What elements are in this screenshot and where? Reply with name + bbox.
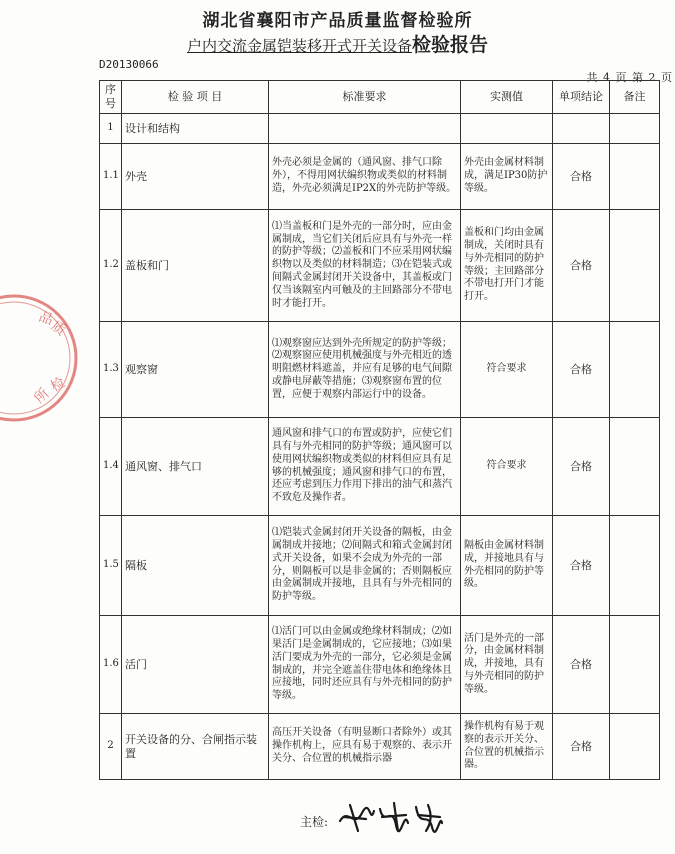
row-measured: 盖板和门均由金属制成，关闭时具有与外壳相同的防护等级；主回路部分不带电打开门才能打开。 xyxy=(461,210,553,322)
header-item: 检 验 项 目 xyxy=(122,81,269,114)
row-no: 1 xyxy=(100,114,122,144)
table-row xyxy=(100,516,660,616)
stamp-seal-icon xyxy=(0,288,84,428)
row-measured: 符合要求 xyxy=(461,322,553,418)
table-row xyxy=(100,114,660,144)
table-row xyxy=(100,144,660,210)
chief-inspector xyxy=(300,813,328,830)
row-no: 1.5 xyxy=(100,516,122,616)
table-row xyxy=(100,322,660,418)
row-measured: 符合要求 xyxy=(461,418,553,516)
row-item: 隔板 xyxy=(122,516,269,616)
report-type: 检验报告 xyxy=(412,34,489,56)
row-remark xyxy=(610,322,660,418)
row-measured: 活门是外壳的一部分，由金属材料制成，并接地，具有与外壳相同的防护等级。 xyxy=(461,616,553,714)
table-header-row xyxy=(100,81,660,114)
institute-title: 湖北省襄阳市产品质量监督检验所 xyxy=(202,11,473,31)
row-result: 合格 xyxy=(553,322,610,418)
table-row xyxy=(100,418,660,516)
row-remark xyxy=(610,114,660,144)
row-result: 合格 xyxy=(553,418,610,516)
row-remark xyxy=(610,418,660,516)
row-standard: 通风窗和排气口的布置或防护，应使它们具有与外壳相同的防护等级；通风窗可以使用网状编织物或类似的材料但应具有足够的机械强度；通风窗和排气口的布置，还应考虑到压力作用下排出的油气和蒸汽不致危及操作者。 xyxy=(269,418,461,516)
row-remark xyxy=(610,714,660,780)
svg-text:质: 质 xyxy=(47,318,69,340)
row-measured: 外壳由金属材料制成，满足IP30防护等级。 xyxy=(461,144,553,210)
row-no: 1.3 xyxy=(100,322,122,418)
row-standard: ⑴观察窗应达到外壳所规定的防护等级；⑵观察窗应使用机械强度与外壳相近的透明阻燃材料遮盖，并应有足够的电气间隙或静电屏蔽等措施；⑶观察窗布置的位置，应便于观察内部运行中的设备。 xyxy=(269,322,461,418)
row-result: 合格 xyxy=(553,210,610,322)
row-remark xyxy=(610,516,660,616)
row-measured xyxy=(461,114,553,144)
row-no: 1.2 xyxy=(100,210,122,322)
svg-text:检: 检 xyxy=(48,374,69,396)
inspection-stamp xyxy=(0,288,84,432)
inspection-table xyxy=(99,80,660,780)
row-standard: 外壳必须是金属的（通风窗、排气口除外），不得用网状编织物或类似的材料制造，外壳必须满足IP2X的外壳防护等级。 xyxy=(269,144,461,210)
row-standard: 高压开关设备（有明显断口者除外）或其操作机构上，应具有易于观察的、表示开关分、合位置的机械指示器 xyxy=(269,714,461,780)
row-result xyxy=(553,114,610,144)
row-measured: 隔板由金属材料制成，并接地具有与外壳相同的防护等级。 xyxy=(461,516,553,616)
chief-label: 主检: xyxy=(300,815,329,829)
header-result: 单项结论 xyxy=(553,81,610,114)
header-no: 序号 xyxy=(100,81,122,114)
svg-text:所: 所 xyxy=(31,385,53,407)
row-no: 1.1 xyxy=(100,144,122,210)
table-row xyxy=(100,616,660,714)
report-subtitle xyxy=(0,30,675,57)
row-measured: 操作机构有易于观察的表示开关分、合位置的机械指示器。 xyxy=(461,714,553,780)
row-item: 观察窗 xyxy=(122,322,269,418)
row-no: 2 xyxy=(100,714,122,780)
header-standard: 标准要求 xyxy=(269,81,461,114)
page-info: 共 4 页 第 2 页 xyxy=(586,71,673,84)
row-standard: ⑴活门可以由金属或绝缘材料制成；⑵如果活门是金属制成的，它应接地；⑶如果活门要成为外壳的一部分，它必须是金属制成的，并完全遮盖住带电体和绝缘体且应接地，同时还应具有与外壳相同的防护等级。 xyxy=(269,616,461,714)
row-item: 外壳 xyxy=(122,144,269,210)
row-item: 通风窗、排气口 xyxy=(122,418,269,516)
table-row xyxy=(100,714,660,780)
row-no: 1.4 xyxy=(100,418,122,516)
svg-text:品: 品 xyxy=(36,308,56,329)
header-remark: 备注 xyxy=(610,81,660,114)
row-remark xyxy=(610,144,660,210)
row-standard xyxy=(269,114,461,144)
row-result: 合格 xyxy=(553,144,610,210)
row-no: 1.6 xyxy=(100,616,122,714)
document-number: D20130066 xyxy=(99,58,159,71)
row-standard: ⑴当盖板和门是外壳的一部分时，应由金属制成，当它们关闭后应具有与外壳一样的防护等级；⑵盖板和门不应采用网状编织物以及类似的材料制造；⑶在铠装式或间隔式金属封闭开关设备中，其盖板或门仅当该隔室内可触及的主回路部分不带电时才能打开。 xyxy=(269,210,461,322)
row-item: 活门 xyxy=(122,616,269,714)
row-result: 合格 xyxy=(553,714,610,780)
row-standard: ⑴铠装式金属封闭开关设备的隔板，由金属制成并接地；⑵间隔式和箱式金属封闭式开关设备，如果不会成为外壳的一部分，则隔板可以是非金属的；否则隔板应由金属制成并接地，且具有与外壳相同的防护等级。 xyxy=(269,516,461,616)
product-name: 户内交流金属铠装移开式开关设备 xyxy=(186,37,412,55)
row-item: 开关设备的分、合闸指示装置 xyxy=(122,714,269,780)
header-measured: 实测值 xyxy=(461,81,553,114)
row-result: 合格 xyxy=(553,616,610,714)
row-remark xyxy=(610,616,660,714)
row-result: 合格 xyxy=(553,516,610,616)
table-row xyxy=(100,210,660,322)
handwritten-signature xyxy=(336,799,446,835)
row-item: 设计和结构 xyxy=(122,114,269,144)
row-item: 盖板和门 xyxy=(122,210,269,322)
row-remark xyxy=(610,210,660,322)
